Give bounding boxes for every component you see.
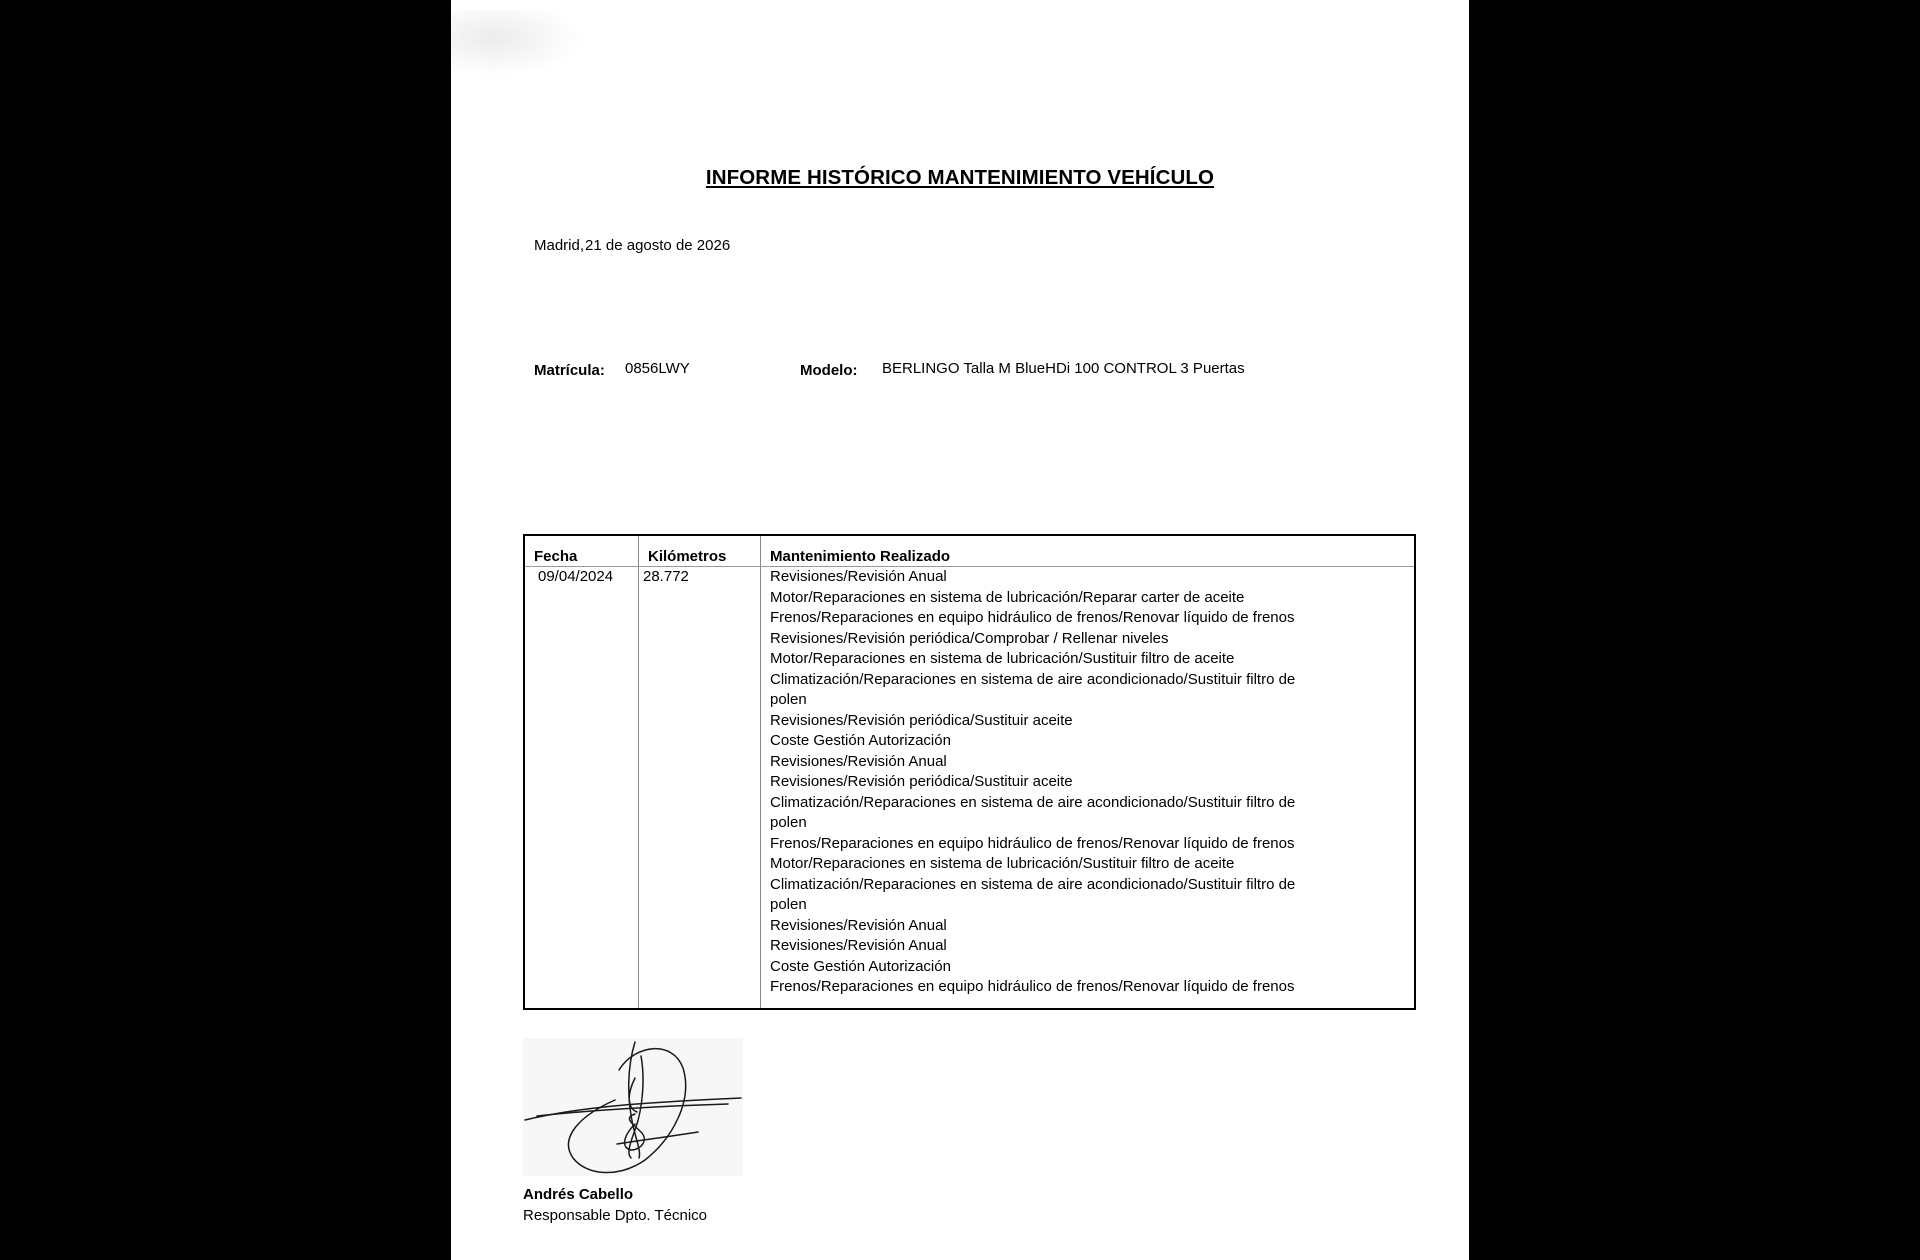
model-value: BERLINGO Talla M BlueHDi 100 CONTROL 3 Puertas <box>882 360 1245 377</box>
maintenance-item: Revisiones/Revisión Anual <box>770 937 947 954</box>
maintenance-item: Revisiones/Revisión Anual <box>770 568 947 585</box>
signer-name: Andrés Cabello <box>523 1186 634 1203</box>
maintenance-item: Climatización/Reparaciones en sistema de aire acondicionado/Sustituir filtro de polen <box>770 670 1296 708</box>
document-date: 21 de agosto de 2026 <box>585 237 731 254</box>
maintenance-item: Revisiones/Revisión Anual <box>770 752 947 770</box>
maintenance-items <box>770 567 1414 998</box>
model-label: Modelo: <box>800 362 858 379</box>
maintenance-item: Frenos/Reparaciones en equipo hidráulico de frenos/Renovar líquido de frenos <box>770 834 1295 852</box>
header-fecha: Fecha <box>524 535 639 567</box>
document-title: INFORME HISTÓRICO MANTENIMIENTO VEHÍCULO <box>705 166 1215 189</box>
maintenance-item: Frenos/Reparaciones en equipo hidráulico de frenos/Renovar líquido de frenos <box>770 609 1295 626</box>
maintenance-table <box>523 534 1416 1010</box>
maintenance-item: Motor/Reparaciones en sistema de lubricación/Sustituir filtro de aceite <box>770 855 1235 872</box>
maintenance-item: Climatización/Reparaciones en sistema de aire acondicionado/Sustituir filtro de polen <box>770 875 1296 913</box>
maintenance-item: Revisiones/Revisión periódica/Comprobar / Rellenar niveles <box>770 629 1169 647</box>
scan-smudge <box>451 10 591 80</box>
plate-label: Matrícula: <box>534 362 605 379</box>
table-row <box>524 567 1415 1009</box>
handwritten-signature <box>523 1038 743 1176</box>
signature-drawing <box>523 1038 743 1176</box>
maintenance-item: Motor/Reparaciones en sistema de lubricación/Reparar carter de aceite <box>770 588 1245 606</box>
header-mantenimiento: Mantenimiento Realizado <box>761 535 1416 567</box>
maintenance-item: Revisiones/Revisión periódica/Sustituir aceite <box>770 773 1073 790</box>
maintenance-item: Revisiones/Revisión Anual <box>770 916 947 934</box>
maintenance-item: Climatización/Reparaciones en sistema de aire acondicionado/Sustituir filtro de polen <box>770 793 1296 831</box>
plate-value: 0856LWY <box>625 360 690 377</box>
maintenance-item: Motor/Reparaciones en sistema de lubricación/Sustituir filtro de aceite <box>770 650 1235 667</box>
place-date <box>534 237 730 254</box>
table-header-row <box>524 535 1415 567</box>
maintenance-item: Coste Gestión Autorización <box>770 957 951 975</box>
maintenance-item: Coste Gestión Autorización <box>770 732 951 749</box>
cell-mantenimiento <box>761 567 1416 1009</box>
maintenance-item: Frenos/Reparaciones en equipo hidráulico de frenos/Renovar líquido de frenos <box>770 978 1295 995</box>
signer-role: Responsable Dpto. Técnico <box>523 1207 707 1224</box>
document-page <box>451 0 1469 1260</box>
cell-fecha: 09/04/2024 <box>524 567 639 1009</box>
place: Madrid, <box>534 237 585 254</box>
cell-kilometros: 28.772 <box>639 567 761 1009</box>
maintenance-item: Revisiones/Revisión periódica/Sustituir aceite <box>770 711 1073 729</box>
header-kilometros: Kilómetros <box>639 535 761 567</box>
